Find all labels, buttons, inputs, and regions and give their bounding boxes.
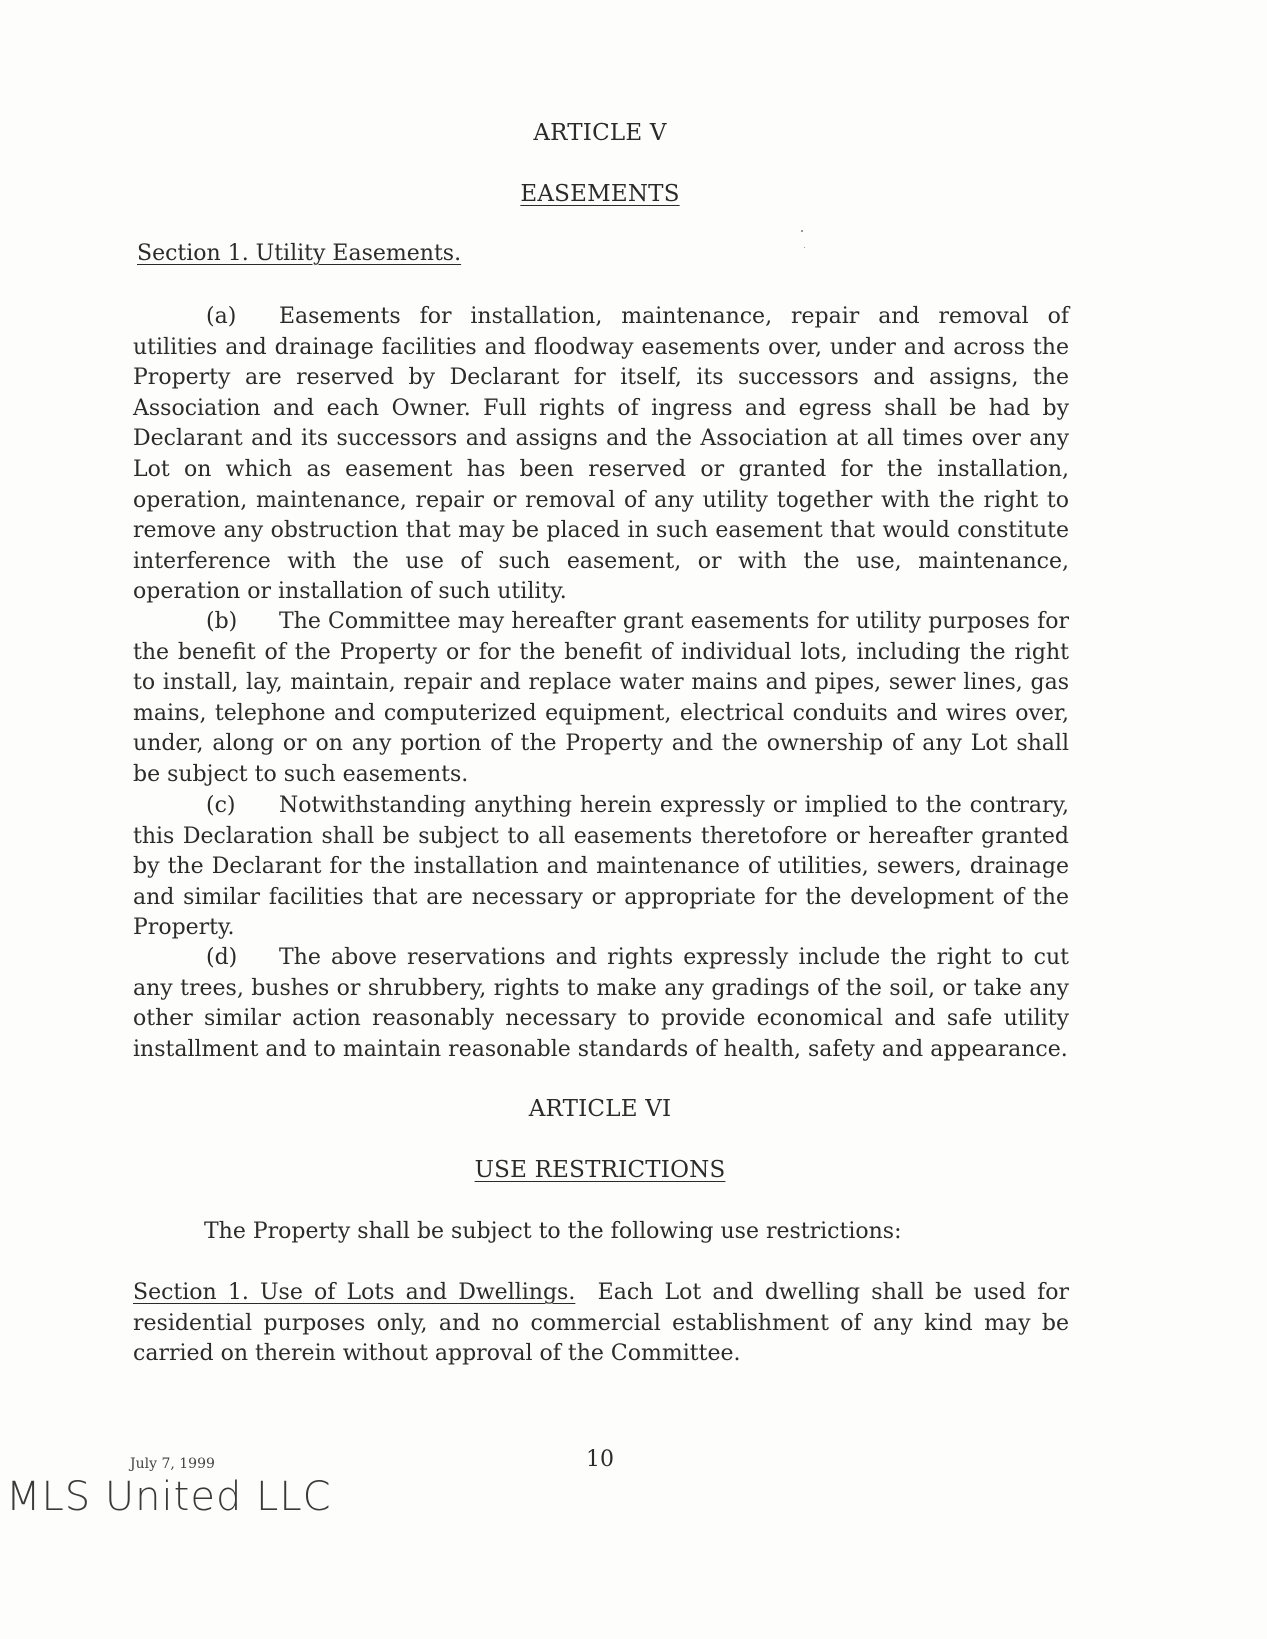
paragraph-a-label: (a) (206, 304, 237, 329)
paragraph-c-label: (c) (206, 793, 236, 818)
article-v-heading: ARTICLE V (533, 120, 667, 146)
paragraph-b-label: (b) (206, 609, 238, 634)
section-1-use-of-lots-heading: Section 1. Use of Lots and Dwellings. (133, 1280, 576, 1305)
paragraph-d (133, 943, 1069, 1065)
paragraph-b-text: The Committee may hereafter grant easements for utility purposes for the benefit of the Property or for the benefit of individual lots, including the right to install, lay, maintain, repair and replace water mains and pipes, sewer lines, gas mains, telephone and computerized equipment, electrical conduits and wires over, under, along or on any portion of the Property and the ownership of any Lot shall be subject to such easements. (133, 609, 1069, 787)
paragraph-d-label: (d) (206, 945, 238, 970)
scan-speck (804, 247, 805, 248)
footer-date: July 7, 1999 (130, 1456, 215, 1472)
paragraph-a (133, 302, 1069, 608)
scan-speck (801, 230, 803, 232)
use-restrictions-intro: The Property shall be subject to the following use restrictions: (204, 1219, 902, 1244)
paragraph-b (133, 607, 1069, 791)
section-1-use-of-lots-text: Each Lot and dwelling shall be used for residential purposes only, and no commercial establishment of any kind may be carried on therein without approval of the Committee. (133, 1280, 1069, 1367)
watermark: MLS United LLC (6, 1474, 332, 1520)
paragraph-d-text: The above reservations and rights expressly include the right to cut any trees, bushes or shrubbery, rights to make any gradings of the soil, or take any other similar action reasonably necessary to provide economical and safe utility installment and to maintain reasonable standards of health, safety and appearance. (133, 945, 1069, 1062)
paragraph-c (133, 791, 1069, 944)
easements-title: EASEMENTS (520, 181, 680, 207)
section-1-utility-easements-heading: Section 1. Utility Easements. (137, 241, 462, 266)
use-restrictions-title: USE RESTRICTIONS (474, 1157, 726, 1183)
page-number: 10 (586, 1447, 614, 1472)
article-vi-heading: ARTICLE VI (528, 1096, 672, 1122)
section-1-use-of-lots (133, 1278, 1069, 1370)
paragraph-c-text: Notwithstanding anything herein expressly or implied to the contrary, this Declaration shall be subject to all easements theretofore or hereafter granted by the Declarant for the installation and maintenance of utilities, sewers, drainage and similar facilities that are necessary or appropriate for the development of the Property. (133, 793, 1069, 941)
paragraph-a-text: Easements for installation, maintenance, repair and removal of utilities and drainage facilities and floodway easements over, under and across the Property are reserved by Declarant for itself, its successors and assigns, the Association and each Owner. Full rights of ingress and egress shall be had by Declarant and its successors and assigns and the Association at all times over any Lot on which as easement has been reserved or granted for the installation, operation, maintenance, repair or removal of any utility together with the right to remove any obstruction that may be placed in such easement that would constitute interference with the use of such easement, or with the use, maintenance, operation or installation of such utility. (133, 304, 1069, 605)
